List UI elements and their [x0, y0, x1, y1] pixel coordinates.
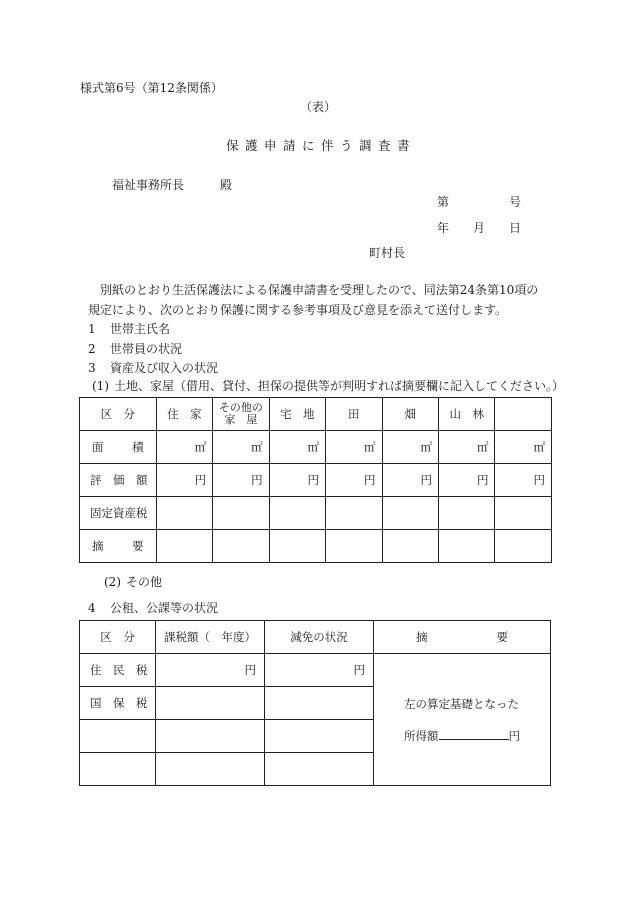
- header-remarks: [374, 621, 551, 654]
- header-remarks-part: 要: [496, 630, 508, 644]
- value-cell[interactable]: 円: [269, 464, 325, 497]
- document-title: 保護申請に伴う調査書: [226, 138, 417, 153]
- remarks-cell[interactable]: [213, 530, 269, 563]
- table-row-remarks: [80, 530, 552, 563]
- doc-no-suffix: 号: [509, 195, 522, 209]
- header-other-line1: その他の: [218, 401, 263, 414]
- header-forest: 山 林: [438, 398, 494, 431]
- tax-cell[interactable]: [382, 497, 438, 530]
- amount-cell[interactable]: [156, 687, 265, 720]
- body-paragraph: 別紙のとおり生活保護法による保護申請書を受理したので、同法第24条第10項の規定により、次のとおり保護に関する参考事項及び意見を添えて送付します。: [88, 283, 539, 317]
- subitem-land-house: [92, 377, 564, 394]
- row-label-part: 要: [132, 539, 144, 553]
- item-taxes: [88, 599, 218, 616]
- remarks-cell[interactable]: [438, 530, 494, 563]
- item-number: (2): [104, 575, 121, 589]
- header-residence: 住 家: [156, 398, 212, 431]
- row-label-health-tax: 国 保 税: [80, 687, 156, 720]
- table-header-row: [80, 398, 552, 431]
- header-other-line2: 家 屋: [224, 413, 258, 426]
- remarks-note-line1: 左の算定基礎となった: [404, 696, 519, 711]
- exemption-cell[interactable]: 円: [265, 654, 374, 687]
- table-row-property-tax: [80, 497, 552, 530]
- item-label: 世帯員の状況: [110, 342, 183, 356]
- income-unit: 円: [508, 728, 520, 743]
- remarks-cell[interactable]: [495, 530, 552, 563]
- value-cell[interactable]: 円: [156, 464, 212, 497]
- addressee-name: 福祉事務所長: [112, 178, 185, 192]
- item-household-members: [88, 340, 182, 357]
- header-other-house: [213, 398, 269, 431]
- header-residential-land: 宅 地: [269, 398, 325, 431]
- value-cell[interactable]: 円: [438, 464, 494, 497]
- header-blank: [495, 398, 552, 431]
- remarks-cell[interactable]: [156, 530, 212, 563]
- blank-cell[interactable]: [80, 753, 156, 786]
- item-label: 土地、家屋（借用、貸付、担保の提供等が判明すれば摘要欄に記入してください。）: [114, 379, 565, 393]
- header-tax-amount: 課税額（ 年度）: [156, 621, 265, 654]
- amount-cell[interactable]: [156, 753, 265, 786]
- area-cell[interactable]: ㎡: [269, 431, 325, 464]
- row-label-area: [80, 431, 157, 464]
- value-cell[interactable]: 円: [495, 464, 552, 497]
- income-label: 所得額: [404, 728, 439, 743]
- area-cell[interactable]: ㎡: [438, 431, 494, 464]
- exemption-cell[interactable]: [265, 753, 374, 786]
- exemption-cell[interactable]: [265, 687, 374, 720]
- table-header-row: [80, 621, 551, 654]
- date-day: 日: [509, 221, 522, 235]
- document-number: [437, 193, 521, 210]
- tax-cell[interactable]: [269, 497, 325, 530]
- item-number: 3: [88, 361, 96, 375]
- tax-cell[interactable]: [156, 497, 212, 530]
- item-label: 公租、公課等の状況: [110, 601, 219, 615]
- table-row-resident-tax: [80, 654, 551, 687]
- blank-cell[interactable]: [80, 720, 156, 753]
- area-cell[interactable]: ㎡: [156, 431, 212, 464]
- table-row-value: [80, 464, 552, 497]
- form-number: 様式第6号（第12条関係）: [80, 81, 223, 95]
- document-date: [437, 219, 521, 236]
- area-cell[interactable]: ㎡: [213, 431, 269, 464]
- tax-cell[interactable]: [438, 497, 494, 530]
- taxes-table: [79, 620, 551, 786]
- row-label-part: 面: [92, 440, 104, 454]
- remarks-note-line2: [404, 720, 550, 752]
- header-field: 畑: [382, 398, 438, 431]
- row-label-part: 摘: [92, 539, 104, 553]
- addressee-honorific: 殿: [220, 178, 233, 192]
- row-label-resident-tax: 住 民 税: [80, 654, 156, 687]
- row-label-value: 評 価 額: [80, 464, 157, 497]
- doc-no-prefix: 第: [437, 195, 450, 209]
- subitem-other: [104, 573, 162, 590]
- addressee: [112, 176, 232, 193]
- row-label-part: 積: [132, 440, 144, 454]
- area-cell[interactable]: ㎡: [382, 431, 438, 464]
- header-rice-field: 田: [326, 398, 382, 431]
- value-cell[interactable]: 円: [326, 464, 382, 497]
- remarks-cell[interactable]: [269, 530, 325, 563]
- item-number: 2: [88, 342, 96, 356]
- item-number: 4: [88, 601, 96, 615]
- amount-cell[interactable]: [156, 720, 265, 753]
- value-cell[interactable]: 円: [213, 464, 269, 497]
- item-label: 世帯主氏名: [110, 322, 171, 336]
- header-exemption: 減免の状況: [265, 621, 374, 654]
- exemption-cell[interactable]: [265, 720, 374, 753]
- row-label-property-tax: 固定資産税: [80, 497, 157, 530]
- item-number: 1: [88, 322, 96, 336]
- item-assets-income: [88, 359, 218, 376]
- remarks-cell[interactable]: [382, 530, 438, 563]
- remarks-cell[interactable]: [326, 530, 382, 563]
- header-category: 区 分: [80, 621, 156, 654]
- item-household-head: [88, 320, 170, 337]
- date-month: 月: [473, 221, 486, 235]
- header-category: 区 分: [80, 398, 157, 431]
- row-label-remarks: [80, 530, 157, 563]
- date-year: 年: [437, 221, 450, 235]
- tax-cell[interactable]: [213, 497, 269, 530]
- value-cell[interactable]: 円: [382, 464, 438, 497]
- land-house-table: [79, 397, 552, 563]
- tax-cell[interactable]: [495, 497, 552, 530]
- item-number: (1): [92, 379, 109, 393]
- remarks-note-cell[interactable]: [374, 654, 551, 786]
- item-label: 資産及び収入の状況: [110, 361, 219, 375]
- header-remarks-part: 摘: [416, 630, 428, 644]
- item-label: その他: [126, 575, 163, 589]
- income-blank-line: [439, 727, 509, 740]
- tax-cell[interactable]: [326, 497, 382, 530]
- area-cell[interactable]: ㎡: [495, 431, 552, 464]
- amount-cell[interactable]: 円: [156, 654, 265, 687]
- front-side-label: （表）: [300, 100, 337, 114]
- area-cell[interactable]: ㎡: [326, 431, 382, 464]
- sender: 町村長: [369, 246, 406, 260]
- table-row-area: [80, 431, 552, 464]
